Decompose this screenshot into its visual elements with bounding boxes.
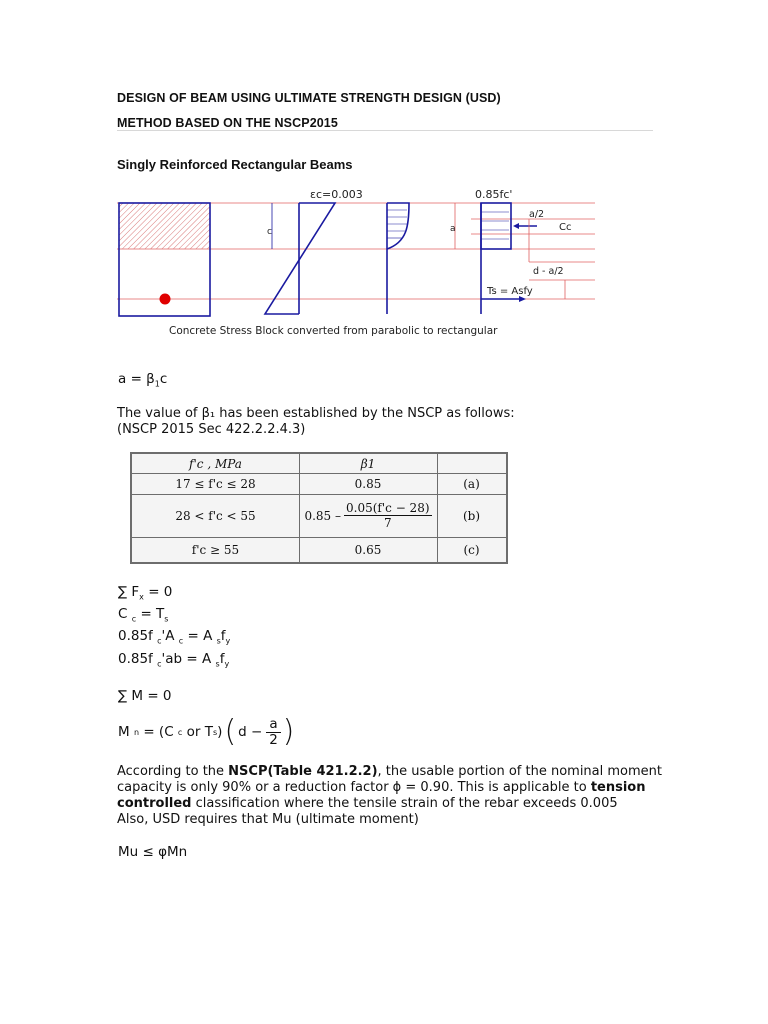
nominal-moment-equation: M n = (C c or T s ) ( d − $\frac{a}{2}$ ) (118, 714, 295, 749)
d-minus-label: d - a/2 (533, 266, 564, 277)
strain-diagram (265, 203, 335, 314)
ultimate-moment-inequality: Mu ≤ φMn (118, 844, 188, 860)
ec-label: εc=0.003 (310, 188, 363, 201)
header-beta1: β1 (360, 456, 376, 471)
a-label: a (450, 224, 456, 234)
section-subtitle: Singly Reinforced Rectangular Beams (117, 157, 353, 172)
table-header-row (132, 454, 506, 474)
rebar-dot (160, 294, 171, 305)
beta-reference: (NSCP 2015 Sec 422.2.2.4.3) (117, 422, 306, 437)
force-area-equation: 0.85f $_c$'A $_c$ = A $_sf_y$ (118, 628, 231, 646)
sum-fx-equation: ∑ $F_x = 0$ (118, 584, 173, 602)
beta-table (130, 452, 508, 564)
table-row: 28 < f'c < 55 0.85 – 0.05(f'c − 28) 7 (b) (132, 494, 506, 538)
paragraph-line-1: According to the NSCP(Table 421.2.2), the usable portion of the nominal moment (117, 764, 662, 779)
compression-zone-hatch (119, 203, 210, 249)
rect-stress-block (481, 203, 511, 249)
cc-label: Cc (559, 222, 572, 233)
cc-ts-equation: C $_c = T_s$ (118, 606, 169, 624)
paragraph-line-3: controlled classification where the tensile strain of the rebar exceeds 0.005 (117, 796, 618, 811)
c-label: c (267, 227, 272, 237)
stress-block-figure (117, 186, 595, 342)
sum-m-equation: ∑ M = 0 (118, 688, 172, 704)
beta-intro-text: The value of β₁ has been established by the NSCP as follows: (117, 406, 515, 421)
figure-caption: Concrete Stress Block converted from parabolic to rectangular (169, 325, 498, 337)
stress-label: 0.85fc' (475, 188, 513, 201)
table-row: f'c ≥ 55 0.65 (c) (191, 542, 480, 557)
header-fc: f'c , MPa (189, 456, 242, 471)
title-line-1: DESIGN OF BEAM USING ULTIMATE STRENGTH DESIGN (USD) (117, 91, 501, 105)
ts-label: Ts = Asfy (487, 286, 533, 297)
beta-equation: $a = \beta_1c$ (118, 371, 168, 389)
paragraph-line-2: capacity is only 90% or a reduction factor ϕ = 0.90. This is applicable to tension (117, 780, 646, 795)
a-half-label: a/2 (529, 209, 545, 220)
title-line-2: METHOD BASED ON THE NSCP2015 (117, 116, 338, 130)
force-ab-equation: 0.85f $_c$'ab = A $_sf_y$ (118, 651, 230, 669)
table-row: 17 ≤ f'c ≤ 28 0.85 (a) (132, 473, 506, 495)
title-divider (117, 130, 653, 131)
paragraph-line-4: Also, USD requires that Mu (ultimate moment) (117, 812, 419, 827)
